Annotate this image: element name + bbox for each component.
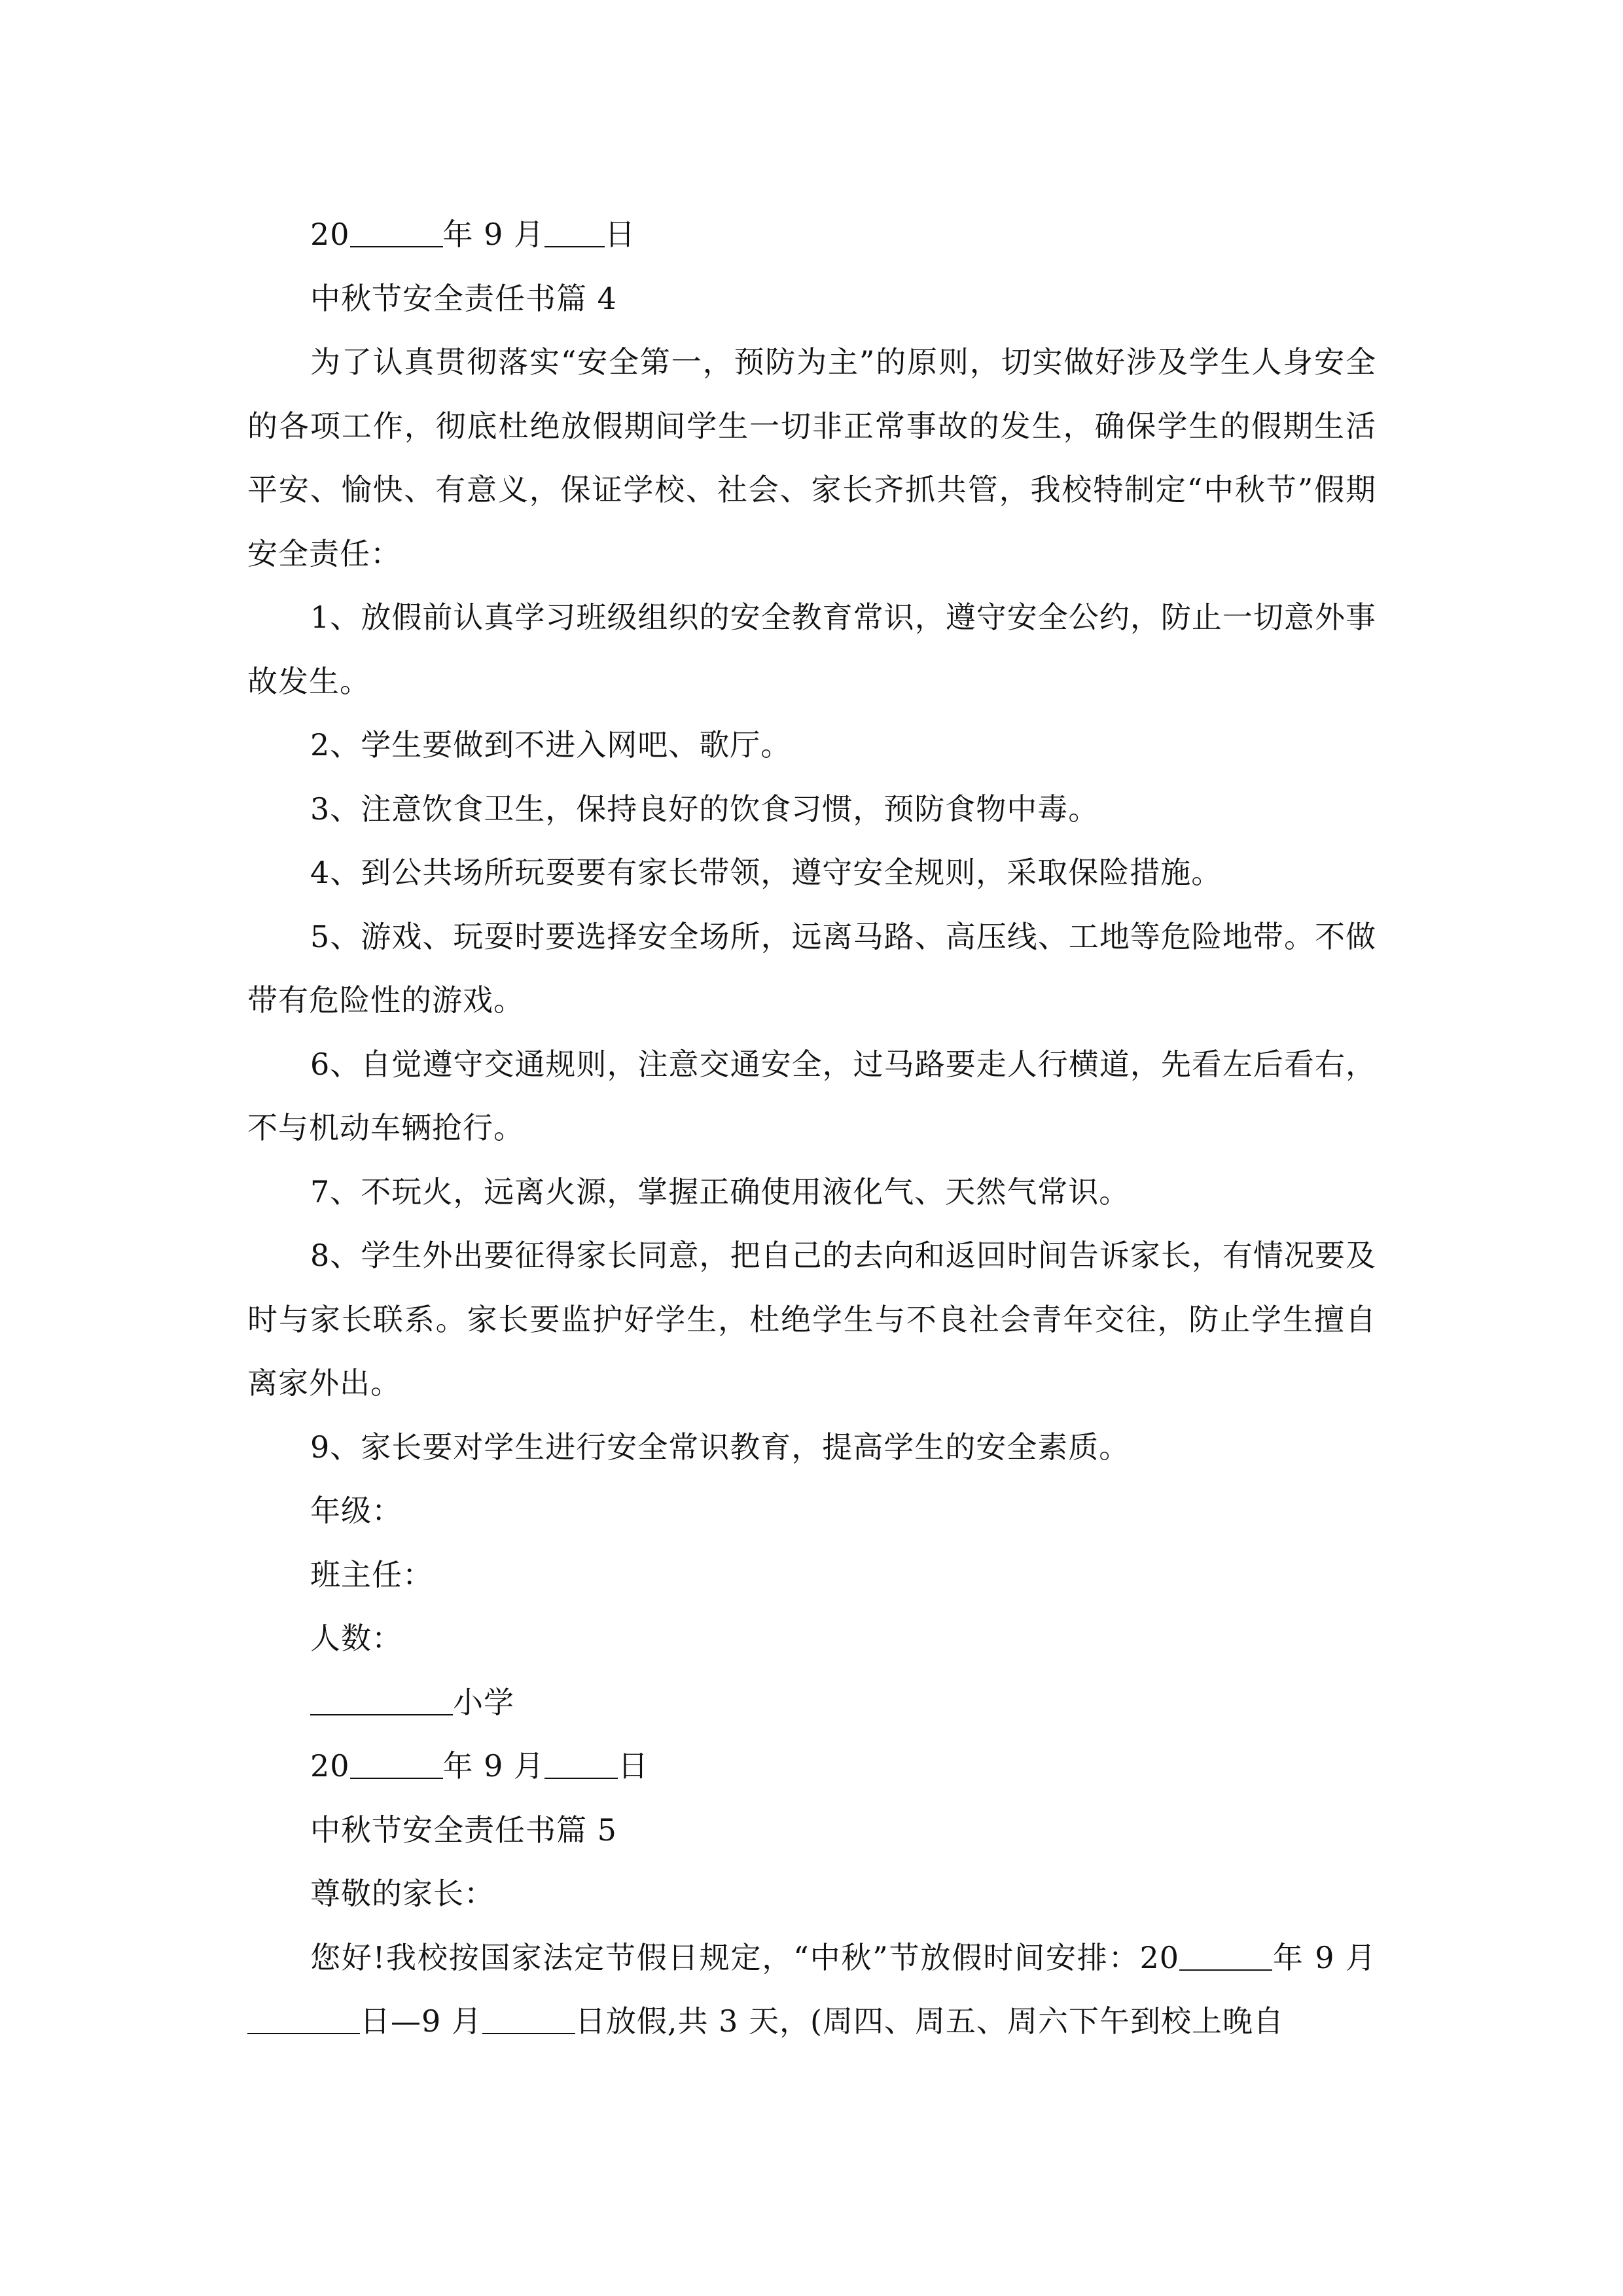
list-item-5: 5、游戏、玩耍时要选择安全场所，远离马路、高压线、工地等危险地带。不做带有危险性的游戏。: [247, 918, 1376, 1018]
date-day-suffix: 日: [618, 1748, 649, 1784]
list-item-8: 8、学生外出要征得家长同意，把自己的去向和返回时间告诉家长，有情况要及时与家长联系。家长要监护好学生，杜绝学生与不良社会青年交往，防止学生擅自离家外出。: [247, 1238, 1376, 1401]
greeting: 尊敬的家长：: [310, 1876, 495, 1911]
school-line: [247, 1671, 1376, 1735]
list-item-9: 9、家长要对学生进行安全常识教育，提高学生的安全素质。: [310, 1429, 1130, 1465]
year-blank: [350, 1751, 443, 1779]
notice-text-1: 您好!我校按国家法定节假日规定，“中秋”节放假时间安排：20: [310, 1939, 1180, 1975]
list-item-3: 3、注意饮食卫生，保持良好的饮食习惯，预防食物中毒。: [310, 791, 1099, 827]
date-line-1: [247, 203, 1376, 267]
heading-section-5: 中秋节安全责任书篇 5: [310, 1812, 617, 1848]
heading-section-4: 中秋节安全责任书篇 4: [310, 280, 617, 316]
notice-end-day-blank: [482, 2007, 575, 2034]
day-blank: [544, 220, 605, 247]
year-blank: [350, 220, 443, 247]
day-blank: [544, 1751, 618, 1779]
teacher-label: 班主任：: [310, 1556, 433, 1592]
date-month-label: 年 9 月: [442, 217, 545, 252]
grade-label: 年级：: [310, 1493, 402, 1528]
date-month-label: 年 9 月: [442, 1748, 545, 1784]
notice-start-day-blank: [247, 2007, 360, 2034]
notice-text-4: 日放假,共 3 天，(周四、周五、周六下午到校上晚自: [575, 2003, 1284, 2039]
notice-paragraph: [247, 1926, 1376, 2054]
school-name-blank: [310, 1688, 453, 1715]
intro-paragraph: 为了认真贯彻落实“安全第一，预防为主”的原则，切实做好涉及学生人身安全的各项工作，彻底杜绝放假期间学生一切非正常事故的发生，确保学生的假期生活平安、愉快、有意义，保证学校、社会、家长齐抓共管，我校特制定“中秋节”假期安全责任：: [247, 344, 1376, 571]
count-label: 人数：: [310, 1621, 402, 1656]
list-item-7: 7、不玩火，远离火源，掌握正确使用液化气、天然气常识。: [310, 1174, 1130, 1210]
list-item-2: 2、学生要做到不进入网吧、歌厅。: [310, 727, 792, 762]
list-item-4: 4、到公共场所玩耍要有家长带领，遵守安全规则，采取保险措施。: [310, 855, 1222, 890]
date-day-suffix: 日: [605, 217, 636, 252]
notice-year-blank: [1179, 1943, 1272, 1971]
list-item-6: 6、自觉遵守交通规则，注意交通安全，过马路要走人行横道，先看左后看右，不与机动车辆抢行。: [247, 1046, 1376, 1145]
date-year-prefix: 20: [310, 1748, 350, 1784]
notice-text-3: 日—9 月: [360, 2003, 482, 2039]
document-body: [247, 203, 1376, 2054]
school-suffix: 小学: [453, 1684, 514, 1720]
list-item-1: 1、放假前认真学习班级组织的安全教育常识，遵守安全公约，防止一切意外事故发生。: [247, 600, 1376, 699]
date-line-2: [247, 1734, 1376, 1799]
date-year-prefix: 20: [310, 217, 350, 252]
notice-text-2: 年 9 月: [1272, 1939, 1376, 1975]
